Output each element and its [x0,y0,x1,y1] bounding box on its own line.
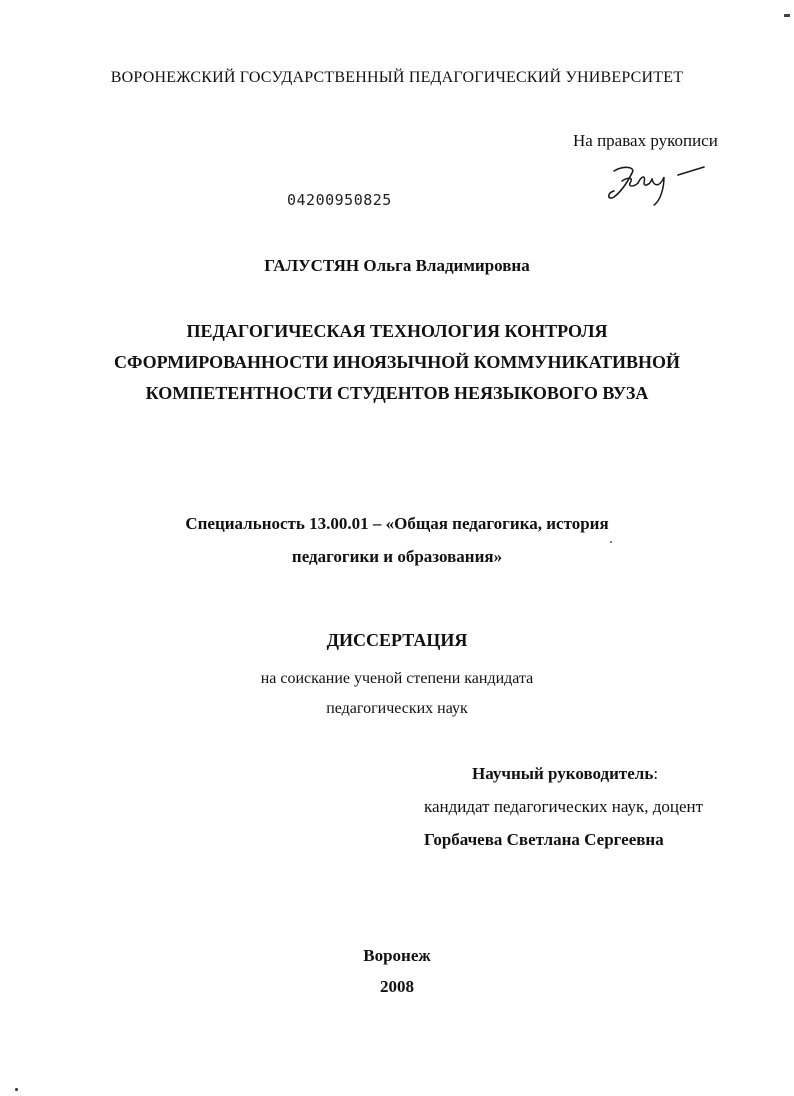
degree-line: педагогических наук [326,700,468,717]
specialty [0,507,794,573]
supervisor-label-line [424,757,703,790]
scan-speck [610,541,612,543]
specialty-line: педагогики и образования» [291,547,503,566]
university-name: ВОРОНЕЖСКИЙ ГОСУДАРСТВЕННЫЙ ПЕДАГОГИЧЕСКИЙ УНИВЕРСИТЕТ [110,69,684,86]
title-line: СФОРМИРОВАННОСТИ ИНОЯЗЫЧНОЙ КОММУНИКАТИВНОЙ [113,352,681,372]
dissertation-title [0,316,794,409]
supervisor-name: Горбачева Светлана Сергеевна [424,830,664,849]
scan-mark [15,1088,18,1091]
supervisor-block [424,757,703,856]
year: 2008 [380,977,414,996]
city: Воронеж [363,946,431,965]
rights-note: На правах рукописи [573,131,718,150]
degree-line: на соискание ученой степени кандидата [260,670,534,687]
supervisor-label: Научный руководитель [472,764,654,783]
document-type: ДИССЕРТАЦИЯ [326,630,468,650]
catalog-number: 04200950825 [287,191,392,209]
supervisor-label-colon: : [653,764,659,783]
author-name: ГАЛУСТЯН Ольга Владимировна [264,256,530,275]
degree-description [0,664,794,724]
scan-mark [784,14,790,17]
supervisor-credentials: кандидат педагогических наук, доцент [424,797,704,816]
title-line: КОМПЕТЕНТНОСТИ СТУДЕНТОВ НЕЯЗЫКОВОГО ВУЗА [145,383,649,403]
handwritten-signature [600,157,712,209]
specialty-line: Специальность 13.00.01 – «Общая педагогика, история [185,514,609,533]
title-line: ПЕДАГОГИЧЕСКАЯ ТЕХНОЛОГИЯ КОНТРОЛЯ [186,321,608,341]
